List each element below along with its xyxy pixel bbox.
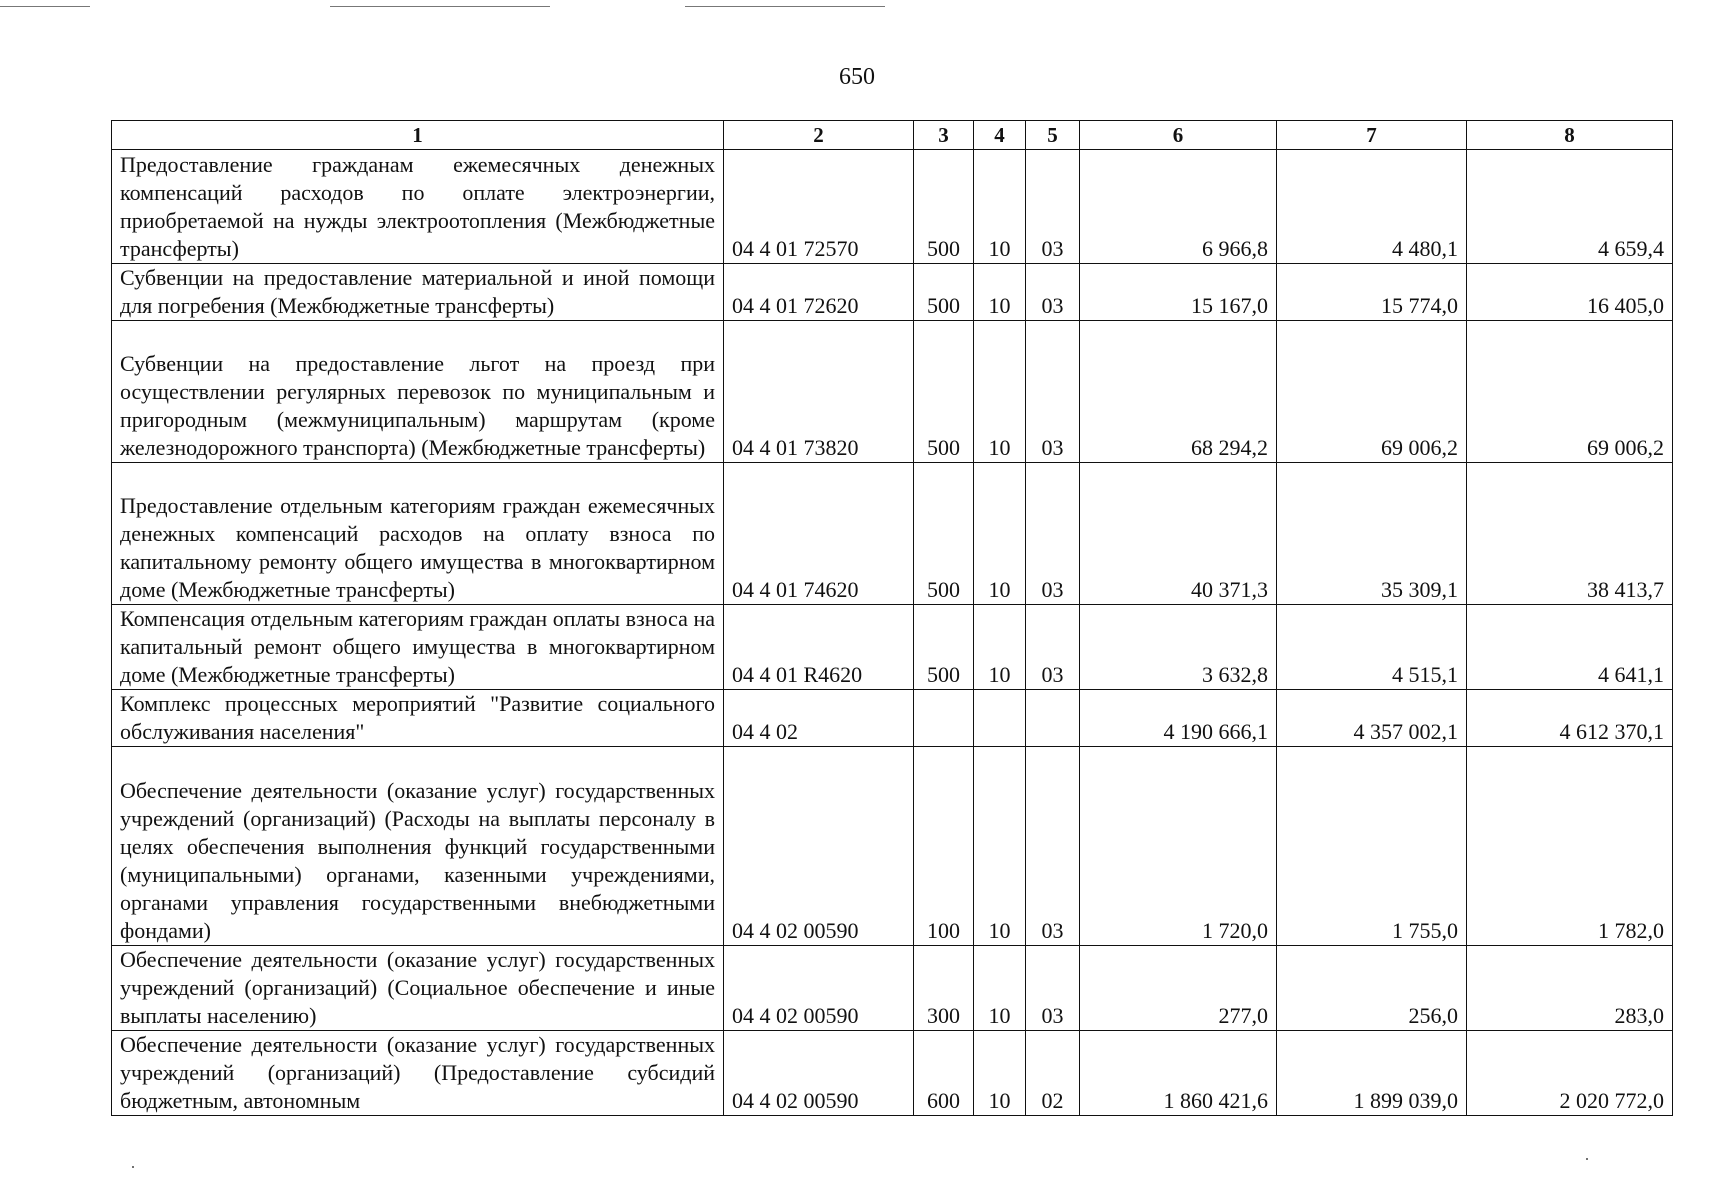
row-description: Субвенции на предоставление льгот на проезд при осуществлении регулярных перевозок по муниципальным и пригородным (межмуниципальным) маршрутам (кроме железнодорожного транспорта) (Межбюджетные трансферты) [112,321,724,463]
row-col-5: 03 [1026,321,1080,463]
row-col-5: 03 [1026,946,1080,1031]
row-value-8: 16 405,0 [1467,264,1673,321]
page-number: 650 [839,64,875,90]
column-header: 4 [974,121,1026,150]
row-col-3: 600 [914,1031,974,1116]
row-col-4: 10 [974,321,1026,463]
row-value-8: 1 782,0 [1467,747,1673,946]
row-code: 04 4 01 R4620 [724,605,914,690]
row-col-4: 10 [974,463,1026,605]
row-value-7: 4 515,1 [1277,605,1467,690]
table-row [112,605,1673,690]
row-col-5: 03 [1026,747,1080,946]
row-value-6: 1 860 421,6 [1080,1031,1277,1116]
row-code: 04 4 02 00590 [724,747,914,946]
scan-speck [1586,1158,1588,1160]
row-col-4 [974,690,1026,747]
row-col-5: 02 [1026,1031,1080,1116]
row-value-6: 4 190 666,1 [1080,690,1277,747]
row-value-7: 4 357 002,1 [1277,690,1467,747]
row-code: 04 4 01 73820 [724,321,914,463]
row-code: 04 4 02 00590 [724,946,914,1031]
budget-table [111,120,1673,1116]
row-col-3: 500 [914,150,974,264]
column-header: 3 [914,121,974,150]
header-row [112,121,1673,150]
row-code: 04 4 01 74620 [724,463,914,605]
row-value-7: 1 755,0 [1277,747,1467,946]
row-value-8: 2 020 772,0 [1467,1031,1673,1116]
row-value-8: 4 659,4 [1467,150,1673,264]
row-col-3: 500 [914,321,974,463]
row-value-6: 1 720,0 [1080,747,1277,946]
row-value-6: 6 966,8 [1080,150,1277,264]
row-description: Предоставление отдельным категориям граждан ежемесячных денежных компенсаций расходов на оплату взноса по капитальному ремонту общего имущества в многоквартирном доме (Межбюджетные трансферты) [112,463,724,605]
row-col-4: 10 [974,946,1026,1031]
row-description: Обеспечение деятельности (оказание услуг) государственных учреждений (организаций) (Расходы на выплаты персоналу в целях обеспечения выполнения функций государственными (муниципальными) органами, казенными учреждениями, органами управления государственными внебюджетными фондами) [112,747,724,946]
row-col-4: 10 [974,605,1026,690]
row-code: 04 4 02 00590 [724,1031,914,1116]
row-value-8: 38 413,7 [1467,463,1673,605]
row-value-8: 283,0 [1467,946,1673,1031]
row-value-6: 40 371,3 [1080,463,1277,605]
scan-speck [132,1166,134,1168]
row-value-8: 4 612 370,1 [1467,690,1673,747]
row-code: 04 4 01 72620 [724,264,914,321]
table-row [112,321,1673,463]
row-col-4: 10 [974,1031,1026,1116]
row-code: 04 4 01 72570 [724,150,914,264]
row-description: Обеспечение деятельности (оказание услуг) государственных учреждений (организаций) (Предоставление субсидий бюджетным, автономным [112,1031,724,1116]
row-value-7: 69 006,2 [1277,321,1467,463]
row-col-5: 03 [1026,463,1080,605]
scan-artifact-line [0,6,90,7]
row-col-3 [914,690,974,747]
row-description: Субвенции на предоставление материальной и иной помощи для погребения (Межбюджетные трансферты) [112,264,724,321]
row-col-5: 03 [1026,150,1080,264]
column-header: 6 [1080,121,1277,150]
row-description: Предоставление гражданам ежемесячных денежных компенсаций расходов по оплате электроэнергии, приобретаемой на нужды электроотопления (Межбюджетные трансферты) [112,150,724,264]
scan-artifact-line [330,6,550,7]
row-col-4: 10 [974,264,1026,321]
row-value-6: 277,0 [1080,946,1277,1031]
column-header: 1 [112,121,724,150]
row-description: Обеспечение деятельности (оказание услуг) государственных учреждений (организаций) (Социальное обеспечение и иные выплаты населению) [112,946,724,1031]
row-col-4: 10 [974,747,1026,946]
row-value-6: 68 294,2 [1080,321,1277,463]
table-row [112,264,1673,321]
column-header: 7 [1277,121,1467,150]
row-value-7: 1 899 039,0 [1277,1031,1467,1116]
row-col-5: 03 [1026,605,1080,690]
column-header: 8 [1467,121,1673,150]
row-code: 04 4 02 [724,690,914,747]
row-value-8: 4 641,1 [1467,605,1673,690]
table-row [112,1031,1673,1116]
row-value-7: 35 309,1 [1277,463,1467,605]
row-value-7: 15 774,0 [1277,264,1467,321]
row-value-6: 15 167,0 [1080,264,1277,321]
row-col-5 [1026,690,1080,747]
row-col-3: 300 [914,946,974,1031]
column-header: 5 [1026,121,1080,150]
table-row [112,150,1673,264]
table-row [112,946,1673,1031]
row-value-8: 69 006,2 [1467,321,1673,463]
scan-artifact-line [685,6,885,7]
row-col-3: 100 [914,747,974,946]
table-row [112,747,1673,946]
row-col-5: 03 [1026,264,1080,321]
row-description: Комплекс процессных мероприятий "Развитие социального обслуживания населения" [112,690,724,747]
column-header: 2 [724,121,914,150]
row-col-3: 500 [914,264,974,321]
row-value-6: 3 632,8 [1080,605,1277,690]
row-col-3: 500 [914,463,974,605]
row-col-3: 500 [914,605,974,690]
row-value-7: 256,0 [1277,946,1467,1031]
row-description: Компенсация отдельным категориям граждан оплаты взноса на капитальный ремонт общего имущества в многоквартирном доме (Межбюджетные трансферты) [112,605,724,690]
table-row [112,690,1673,747]
table-row [112,463,1673,605]
row-value-7: 4 480,1 [1277,150,1467,264]
row-col-4: 10 [974,150,1026,264]
